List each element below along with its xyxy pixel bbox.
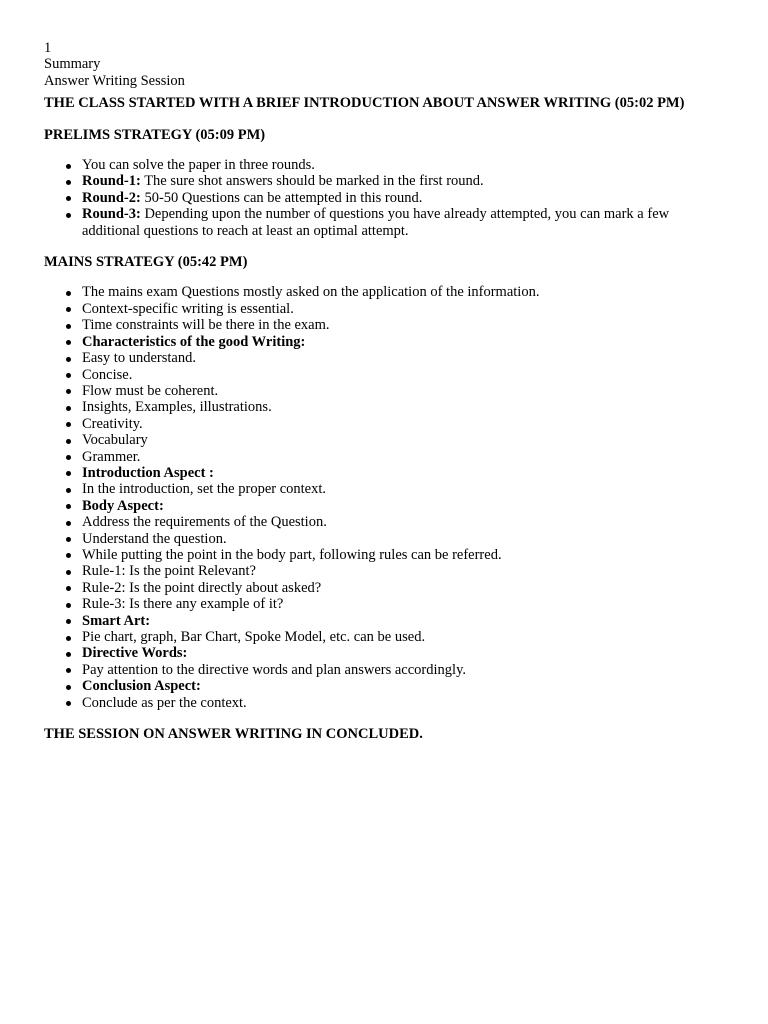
list-item-text: Rule-2: Is the point directly about asked? <box>82 579 322 596</box>
list-item-bold-label: Conclusion Aspect: <box>82 678 201 695</box>
list-item-bold-label: Introduction Aspect : <box>82 464 214 481</box>
page-number: 1 <box>44 40 52 56</box>
session-title: Answer Writing Session <box>44 72 185 89</box>
list-item-text: In the introduction, set the proper context. <box>82 481 327 498</box>
list-item <box>82 284 724 300</box>
list-item-text: Context-specific writing is essential. <box>82 300 294 317</box>
list-item-text: Time constraints will be there in the exam. <box>82 317 330 334</box>
list-item-text: Pie chart, graph, Bar Chart, Spoke Model, etc. can be used. <box>82 629 426 645</box>
list-item <box>82 514 724 530</box>
list-item <box>82 613 724 629</box>
list-item-bold-label: Smart Art: <box>82 612 151 629</box>
prelims-heading: PRELIMS STRATEGY (05:09 PM) <box>44 126 266 143</box>
list-item-text: Depending upon the number of questions you have already attempted, you can mark a few additional questions to reach at least an optimal attempt. <box>82 206 670 239</box>
list-item <box>82 301 724 317</box>
list-item <box>82 157 724 173</box>
list-item <box>82 190 724 206</box>
list-item <box>82 645 724 661</box>
list-item-text: Conclude as per the context. <box>82 694 247 711</box>
summary-label: Summary <box>44 56 101 73</box>
list-item <box>82 596 724 612</box>
list-item-bold-label: Round-1: <box>82 173 141 190</box>
list-item-text: Address the requirements of the Question. <box>82 514 327 531</box>
closing-heading: THE SESSION ON ANSWER WRITING IN CONCLUDED. <box>44 726 423 743</box>
list-item-text: Rule-3: Is there any example of it? <box>82 596 284 613</box>
list-item-text: Creativity. <box>82 415 143 432</box>
list-item-text: The mains exam Questions mostly asked on the application of the information. <box>82 284 540 301</box>
list-item <box>82 317 724 333</box>
list-item <box>82 695 724 711</box>
list-item-text: Concise. <box>82 366 133 383</box>
list-item-text: While putting the point in the body part, following rules can be referred. <box>82 546 502 563</box>
list-item <box>82 173 724 189</box>
list-item-bold-label: Body Aspect: <box>82 497 164 514</box>
list-item-bold-label: Round-2: <box>82 189 141 206</box>
list-item <box>82 206 724 239</box>
list-item-text: You can solve the paper in three rounds. <box>82 157 315 174</box>
list-item <box>82 547 724 563</box>
list-item-bold-label: Round-3: <box>82 206 141 223</box>
list-item <box>82 465 724 481</box>
list-item <box>82 498 724 514</box>
list-item <box>82 662 724 678</box>
list-item <box>82 334 724 350</box>
list-item-text: 50-50 Questions can be attempted in this round. <box>140 189 423 206</box>
prelims-list <box>44 157 724 239</box>
list-item-text: Pay attention to the directive words and plan answers accordingly. <box>82 661 467 678</box>
list-item <box>82 481 724 497</box>
list-item-text: Easy to understand. <box>82 350 196 367</box>
list-item <box>82 399 724 415</box>
list-item <box>82 350 724 366</box>
list-item <box>82 416 724 432</box>
mains-list <box>44 284 724 711</box>
list-item-text: Vocabulary <box>82 432 148 449</box>
list-item <box>82 563 724 579</box>
list-item-text: Understand the question. <box>82 530 227 547</box>
list-item <box>82 432 724 448</box>
list-item-text: The sure shot answers should be marked in the first round. <box>140 173 484 190</box>
mains-heading: MAINS STRATEGY (05:42 PM) <box>44 254 248 271</box>
list-item <box>82 629 724 645</box>
list-item-text: Insights, Examples, illustrations. <box>82 399 272 416</box>
list-item-bold-label: Directive Words: <box>82 645 188 662</box>
list-item <box>82 383 724 399</box>
list-item-text: Grammer. <box>82 448 141 465</box>
list-item <box>82 580 724 596</box>
list-item <box>82 678 724 694</box>
list-item-text: Rule-1: Is the point Relevant? <box>82 563 256 580</box>
list-item <box>82 449 724 465</box>
list-item <box>82 367 724 383</box>
list-item-bold-label: Characteristics of the good Writing: <box>82 333 306 350</box>
intro-heading: THE CLASS STARTED WITH A BRIEF INTRODUCTION ABOUT ANSWER WRITING (05:02 PM) <box>44 95 685 112</box>
list-item-text: Flow must be coherent. <box>82 382 219 399</box>
list-item <box>82 531 724 547</box>
